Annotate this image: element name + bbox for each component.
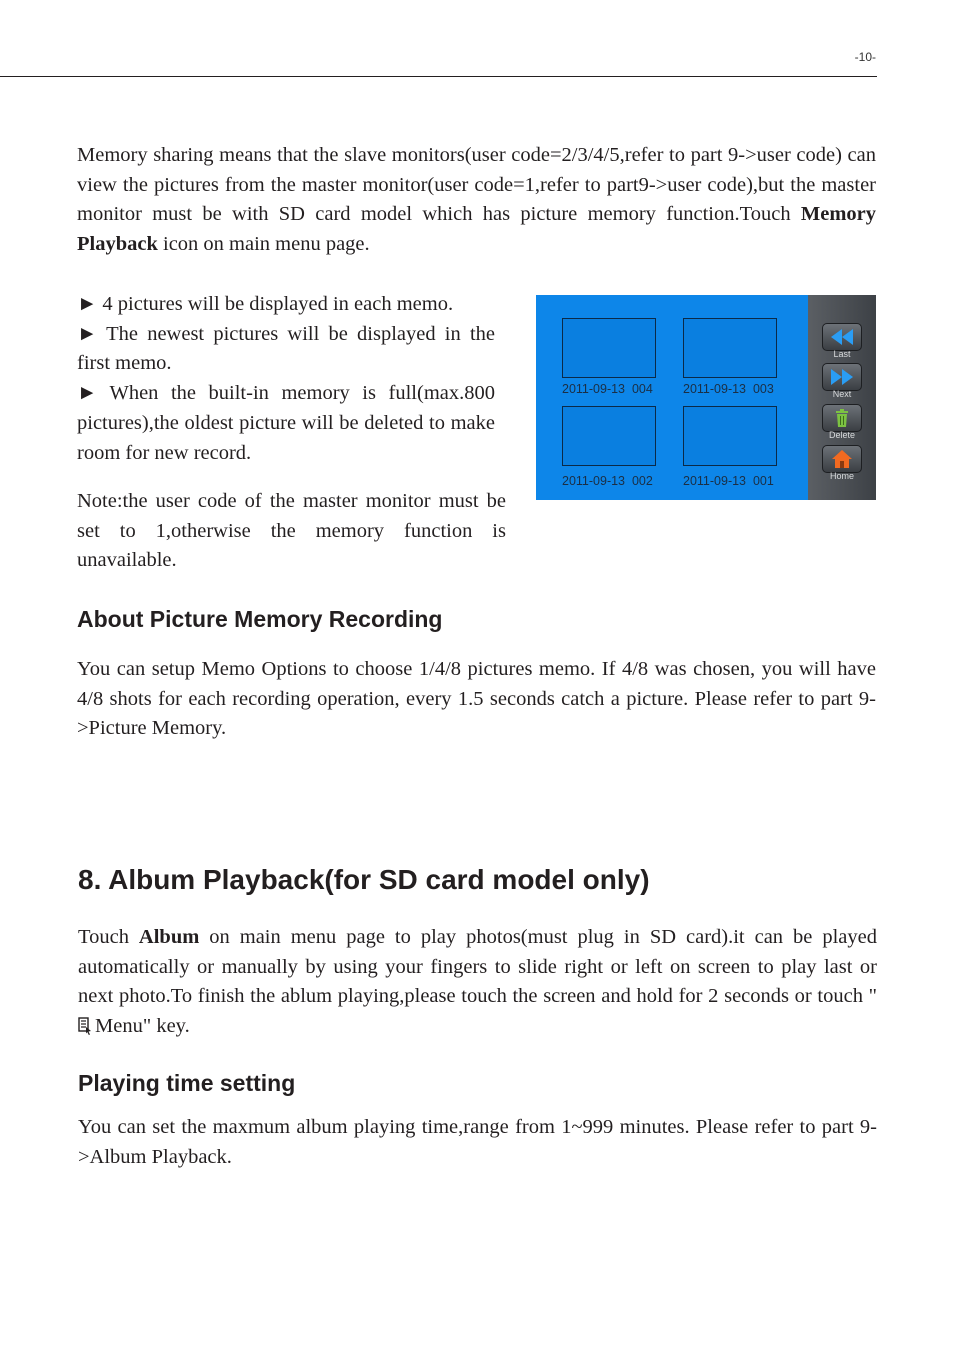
thumbnail-date: 2011-09-13 002 — [562, 474, 653, 488]
bullet-item: ► 4 pictures will be displayed in each memo. — [77, 293, 454, 315]
next-label: Next — [832, 389, 852, 399]
memory-playback-screen — [536, 295, 876, 500]
intro-text-start: Memory sharing means that the slave monitors(user code=2/3/4/5,refer to part 9->user code) can view the pictures from the master monitor(user code=1,refer to part9->user code),but the master monitor must be with SD card model which has picture memory function.Touch — [77, 144, 876, 226]
delete-button[interactable] — [822, 404, 862, 432]
album-heading: 8. Album Playback(for SD card model only) — [78, 864, 650, 895]
thumbnail-date: 2011-09-13 004 — [562, 382, 653, 396]
note-paragraph: Note:the user code of the master monitor must be set to 1,otherwise the memory function is unavailable. — [77, 490, 506, 572]
page-number: -10- — [854, 50, 876, 64]
fast-forward-icon — [829, 367, 855, 387]
playing-time-paragraph: You can set the maxmum album playing time,range from 1~999 minutes. Please refer to part 9->Album Playback. — [78, 1116, 877, 1168]
thumbnail[interactable] — [683, 318, 777, 378]
rewind-icon — [829, 327, 855, 347]
thumbnail[interactable] — [562, 406, 656, 466]
bullet-list — [77, 290, 495, 468]
intro-paragraph — [77, 141, 876, 260]
side-button-panel — [808, 295, 876, 500]
menu-key-icon — [78, 1015, 92, 1045]
playing-time-heading: Playing time setting — [78, 1070, 296, 1096]
trash-icon — [832, 408, 852, 428]
thumbnail[interactable] — [562, 318, 656, 378]
album-text-start: Touch — [78, 926, 139, 948]
header-rule — [0, 76, 877, 77]
home-label: Home — [829, 471, 854, 481]
last-button[interactable] — [822, 323, 862, 351]
album-paragraph — [78, 923, 877, 1045]
recording-heading: About Picture Memory Recording — [77, 606, 443, 632]
thumbnail-date: 2011-09-13 003 — [683, 382, 774, 396]
home-button[interactable] — [822, 445, 862, 473]
next-button[interactable] — [822, 363, 862, 391]
thumbnail-date: 2011-09-13 001 — [683, 474, 774, 488]
album-text-end: Menu" key. — [95, 1015, 190, 1038]
album-text-middle: on main menu page to play photos(must plug in SD card).it can be played automatically or manually by using your fingers to slide right or left on screen to play last or next photo.To finish the ablum playing,please touch the screen and hold for 2 seconds or touch " — [78, 926, 877, 1008]
recording-paragraph: You can setup Memo Options to choose 1/4/8 pictures memo. If 4/8 was chosen, you will have 4/8 shots for each recording operation, every 1.5 seconds catch a picture. Please refer to part 9->Picture Memory. — [77, 658, 876, 740]
bullet-item: ► The newest pictures will be displayed in the first memo. — [77, 322, 495, 375]
intro-text-end: icon on main menu page. — [157, 233, 370, 256]
home-icon — [831, 449, 853, 469]
memory-playback-label: Memory Playback — [77, 203, 876, 256]
thumbnail[interactable] — [683, 406, 777, 466]
last-label: Last — [833, 349, 851, 359]
bullet-item: ► When the built-in memory is full(max.800 pictures),the oldest picture will be deleted to make room for new record. — [77, 382, 495, 464]
album-label: Album — [138, 926, 200, 948]
delete-label: Delete — [828, 430, 855, 440]
